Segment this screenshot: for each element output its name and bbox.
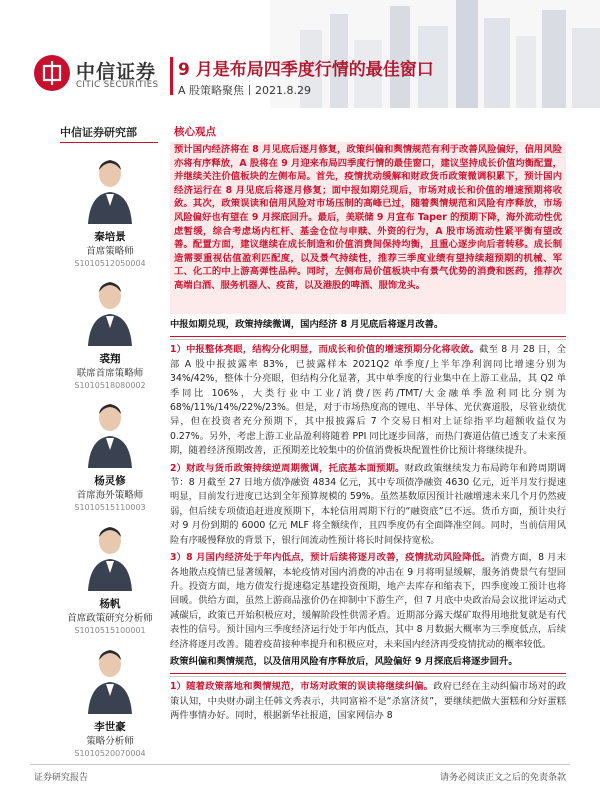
analyst-id: S1010512050004 <box>74 259 146 268</box>
title-divider <box>170 57 173 95</box>
section-subdivider <box>170 339 566 340</box>
analyst-role: 首席海外策略师 <box>76 490 144 501</box>
paragraph-lead: 1）中报整体亮眼，结构分化明显，而成长和价值的增速预期分化将收敛。 <box>170 344 480 356</box>
report-subtitle: A 股策略聚焦丨2021.8.29 <box>178 84 312 97</box>
analyst-card <box>60 272 160 392</box>
section-divider <box>170 673 566 674</box>
report-title: 9 月是布局四季度行情的最佳窗口 <box>178 60 434 80</box>
analyst-card <box>60 150 160 270</box>
analyst-card <box>60 517 160 637</box>
analyst-name: 杨帆 <box>99 598 121 610</box>
analyst-id: S1010515110003 <box>74 503 146 512</box>
citic-logo <box>34 55 174 95</box>
analyst-role: 首席策略师 <box>86 246 134 257</box>
body-paragraph <box>170 343 566 458</box>
analyst-card <box>60 394 160 514</box>
paragraph-lead: 1）随着政策落地和舆情规范，市场对政策的误读将继续纠偏。 <box>170 681 434 693</box>
body-paragraph <box>170 551 566 652</box>
analyst-name: 秦培景 <box>94 231 126 243</box>
analyst-photo <box>84 272 136 346</box>
analyst-role: 联席首席策略师 <box>76 368 144 379</box>
analyst-photo <box>84 517 136 591</box>
analyst-card <box>60 640 160 760</box>
footer-right-text: 请务必阅读正文之后的免责条款 <box>439 773 566 783</box>
section-heading: 政策纠偏和舆情规范，以及信用风险有序释放后，风险偏好 9 月探底后将逐步回升。 <box>170 655 518 667</box>
core-view-summary: 预计国内经济将在 8 月见底后逐月修复，政策纠偏和舆情规范有利于改善风险偏好，信用风险亦将有序释放，A 股将在 9 月迎来布局四季度行情的最佳窗口，建议坚持成长价值均衡配置，并继续关注价值板块的左侧布局。首先，疫情扰动缓解和财政货币政策微调积累下，预计国内经济运行在 8 月见底后将逐月修复；面中报如期兑现后，市场对成长和价值的增速预期将收敛。其次，政策误读和信用风险对市场压制的高峰已过，随着舆情规范和风险有序释放，市场风险偏好也有望在 9 月探底回升。最后，美联储 9 月宣布 Taper 的预期下降，海外流动性优虑暂缓，综合考虑场内杠杆、基金仓位与申赎、外资的行为，A 股市场流动性紧平衡有望改善。配置方面，建议继续在成长制造和价值消费间保持均衡，且重心逐步向后者转移。成长制造需要重视估值盈利匹配度，以及景气持续性，推荐三季度业绩有望持续超预期的机械、军工、化工的中上游高弹性品种。同时，左侧布局价值板块中有景气优势的消费和医药，推荐次高端白酒、服务机器人、疫苗，以及港股的啤酒、服饰龙头。 <box>170 142 566 314</box>
analyst-photo <box>84 394 136 468</box>
analyst-role: 首席政策研究分析师 <box>67 613 153 624</box>
analyst-role: 策略分析师 <box>86 736 134 747</box>
logo-english: CITIC SECURITIES <box>76 80 159 90</box>
left-divider <box>60 142 158 143</box>
analyst-name: 李世豪 <box>94 721 126 733</box>
analyst-name: 裘翔 <box>99 353 121 365</box>
analyst-photo <box>84 640 136 714</box>
footer-divider <box>30 764 570 765</box>
paragraph-lead: 3）8 月国内经济处于年内低点，预计后续将逐月改善，疫情扰动风险降低。 <box>170 552 491 564</box>
body-paragraph <box>170 680 566 723</box>
paragraph-lead: 2）财政与货币政策持续逆周期微调，托底基本面预期。 <box>170 462 405 474</box>
city-skyline-image <box>270 0 600 108</box>
section-divider <box>170 336 566 337</box>
analyst-photo <box>84 150 136 224</box>
citic-emblem-icon <box>34 55 70 91</box>
analyst-id: S1010518080002 <box>74 381 146 390</box>
section-heading: 中报如期兑现，政策持续微调，国内经济 8 月见底后将逐月改善。 <box>170 319 444 330</box>
analyst-id: S1010520070004 <box>74 749 146 758</box>
report-body <box>170 316 566 727</box>
analyst-id: S1010515100001 <box>74 626 146 635</box>
logo-chinese: 中信证券 <box>76 61 157 83</box>
section-subdivider <box>170 676 566 677</box>
body-paragraph <box>170 462 566 548</box>
analyst-name: 杨灵修 <box>94 475 126 487</box>
core-view-heading: 核心观点 <box>174 126 216 138</box>
paragraph-text: 消费方面，8 月末各地散点疫情已显著缓解，本轮疫情对国内消费的冲击在 9 月将明显缓解，服务消费景气有望回升。投资方面，地方债发行提速稳定基建投资预期，地产去库存和缩表下，四季度竣工预计也将回暖。供给方面，虽然上游商品涨价仍在抑制中下游生产，但 7 月底中央政治局会议批评运动式减碳后，政策已开始积极应对，缓解阶段性供需矛盾。近期部分露天煤矿取得用地批复就是有代表性的信号。预计国内三季度经济运行处于年内低点，其中 8 月数据大概率为三季度低点，后续经济将逐月改善。随着疫苗接种率提升和积极应对，未来国内经济再受疫情扰动的概率较低。 <box>170 552 566 650</box>
paragraph-text: 截至 8 月 28 日，全部 A 股中报披露率 83%，已披露样本 2021Q2 单季度/上半年净利润同比增速分别为 34%/42%，整体十分亮眼，但结构分化显著，其中单季度的行业集中在上游工业品，其 Q2 单季同比 106%，大类行业中工业/消费/医药/TMT/大金融单季盈利同比分别为 68%/11%/14%/22%/23%。但是，对于市场热度高的锂电、半导体、光伏赛道股，尽管业绩优异，但在投资者充分预期下，其中报披露后 7 个交易日相对上证综指平均超额收益仅为 0.27%。另外，考虑上游工业品盈利将随着 PPI 同比逐步回落，而热门赛道估值已透支了未来预期，随着经济预期改善，正预期差比较集中的价值消费板块配置性价比预计将继续提升。 <box>170 344 566 457</box>
paragraph-text: 财政政策继续发力布局跨年和跨周期调节：8 月截至 27 日地方债净融资 4834 亿元，其中专项债净融资 4630 亿元，近半月发行提速明显，目前发行进度已达到全年预算规模的 59%。虽然基数原因预计社融增速未来几个月仍然疲弱，但后续专项债追赶进度预期下，本轮信用周期下行的“融资底”已不远。货币方面，预计央行对 9 月份到期的 6000 亿元 MLF 将全额续作，且四季度仍有全面降准空间。同时，当前信用风险有序暖慢释放的背景下，银行间流动性预计将长时间保持宽松。 <box>170 462 566 546</box>
footer-left-text: 证券研究报告 <box>34 773 89 783</box>
research-dept-heading: 中信证券研究部 <box>60 126 137 139</box>
paragraph-text: 政府已经在主动纠偏市场对的政策认知，中央财办副主任韩文秀表示，共同富裕不是“杀富济贫”，要继续把做大蛋糕和分好蛋糕两件事情办好。同时，根据新华社报道，国家网信办 8 <box>170 681 566 722</box>
